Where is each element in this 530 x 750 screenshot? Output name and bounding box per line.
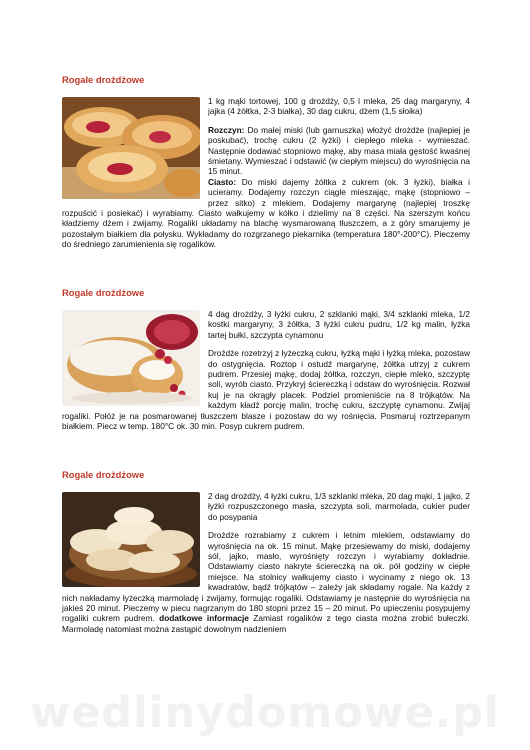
method-text: Drożdże rozetrzyj z łyżeczką cukru, łyżką mąki i łyżką mleka, pozostaw do ostygnięcia. Roztop i ostudź margarynę, żółtka utrzyj z cukrem pudrem. Przesiej mąkę, dodaj żółtka, rozczyn, ciepłe mleko, szczyptę soli, wyrób ciasto. Przykryj ściereczką i odstaw do wyrośnięcia. Rozwał kuj je na okrągły placek. Podziel promieniście na 8 trójkątów. Na każdym kładź porcję malin, trochę cukru, szczyptę cynamonu. Zwijaj rogaliki. Połóż je na posmarowanej tłuszczem blasze i pozostaw do wy rośnięcia. Posmaruj roztrzepanym białkiem. Piecz w temp. 180°C ok. 30 min. Posyp cukrem pudrem. [62,348,470,432]
sugared-croissant-raspberries-photo [62,310,200,406]
watermark: wedlinydomowe.pl [30,688,500,738]
recipe-title: Rogale drożdżowe [62,469,145,480]
method-body: Drożdże rozrabiamy z cukrem i letnim mlekiem, odstawiamy do wyrośnięcia na ok. 15 minut. Mąkę przesiewamy do miski, dodajemy sól, jajko, masło, wyrośnięty rozczyn i wyrabiamy dokładnie. Odstawiamy ciasto nakryte ściereczką na ok. pół godziny w ciepłe miejsce. Na stolnicy wałkujemy ciasto i wycinamy z niego ok. 13 kwadratów, bądź trójkątów – zależy jak składamy rogale. Na każdy z nich nakładamy łyżeczką marmoladę i zwijamy, formując rogaliki. Odstawiamy je następnie do wyrośnięcia na jakieś 20 minut. Pieczemy w piecu nagrzanym do 180 stopni przez 15 – 20 minut. Po upieczeniu posypujemy rogaliki cukrem pudrem. [62,530,470,624]
croissants-basket-photo [62,492,200,587]
rozczyn-text: Do małej miski (lub garnuszka) włożyć drożdże (najlepiej je poskubać), trochę cukru (2 łyżki) i ciepłego mleka - wymieszać. Następnie dodawać stopniowo mąkę, aby masa miała gęstość kwaśnej śmietany. Wymieszać i odstawić (w ciepłym miejscu) do wyrośnięcia na 15 minut. [208,124,470,177]
recipe-3 [62,469,470,634]
ingredients-text: 1 kg mąki tortowej, 100 g drożdży, 0,5 l mleka, 25 dag margaryny, 4 jajka (4 żółtka, 2-3 białka), 30 dag cukru, dżem (1,5 słoika) [208,96,470,117]
ciasto-text: Do miski dajemy żółtka z cukrem (ok. 3 łyżki), białka i ucieramy. Dodajemy rozczyn ciągle mieszając, mąkę (stopniowo – przez sitko) z mlekiem. Dodajemy margarynę (najlepiej troszkę rozpuścić i posiekać) i wyrabiamy. Ciasto wałkujemy w kółko i dzielimy na 8 części. Na szerszym końcu kładziemy dżem i zwijamy. Rogaliki układamy na blachę wysmarowaną tłuszczem, a z góry smarujemy je pozostałym białkiem dla połysku. Wykładamy do rozgrzanego piekarnika (temperatura 180°-200°C). Pieczemy do średniego zarumienienia się rogalików. [62,176,470,250]
rozczyn-label: Rozczyn: [208,124,245,135]
recipe-title: Rogale drożdżowe [62,287,145,298]
croissants-jam-photo [62,97,200,199]
ciasto-label: Ciasto: [208,176,237,187]
extra-info-text: Zamiast rogalików z tego ciasta można zrobić bułeczki. Marmoladę natomiast można zastąpić dowolnym nadzieniem [62,613,470,634]
recipe-title: Rogale drożdżowe [62,74,145,85]
ingredients-text: 4 dag drożdży, 3 łyżki cukru, 2 szklanki mąki, 3/4 szklanki mleka, 1/2 kostki margaryny, 3 żółtka, 3 łyżki cukru pudru, 1/2 kg malin, łyżka tartej bułki, szczypta cynamonu [208,309,470,340]
recipe-2 [62,287,470,431]
ingredients-text: 2 dag drożdży, 4 łyżki cukru, 1/3 szklanki mleka, 20 dag mąki, 1 jajko, 2 łyżki rozpuszczonego masła, szczypta soli, marmolada, cukier puder do posypania [208,491,470,522]
extra-info-label: dodatkowe informacje [159,613,249,624]
recipe-1 [62,74,470,250]
